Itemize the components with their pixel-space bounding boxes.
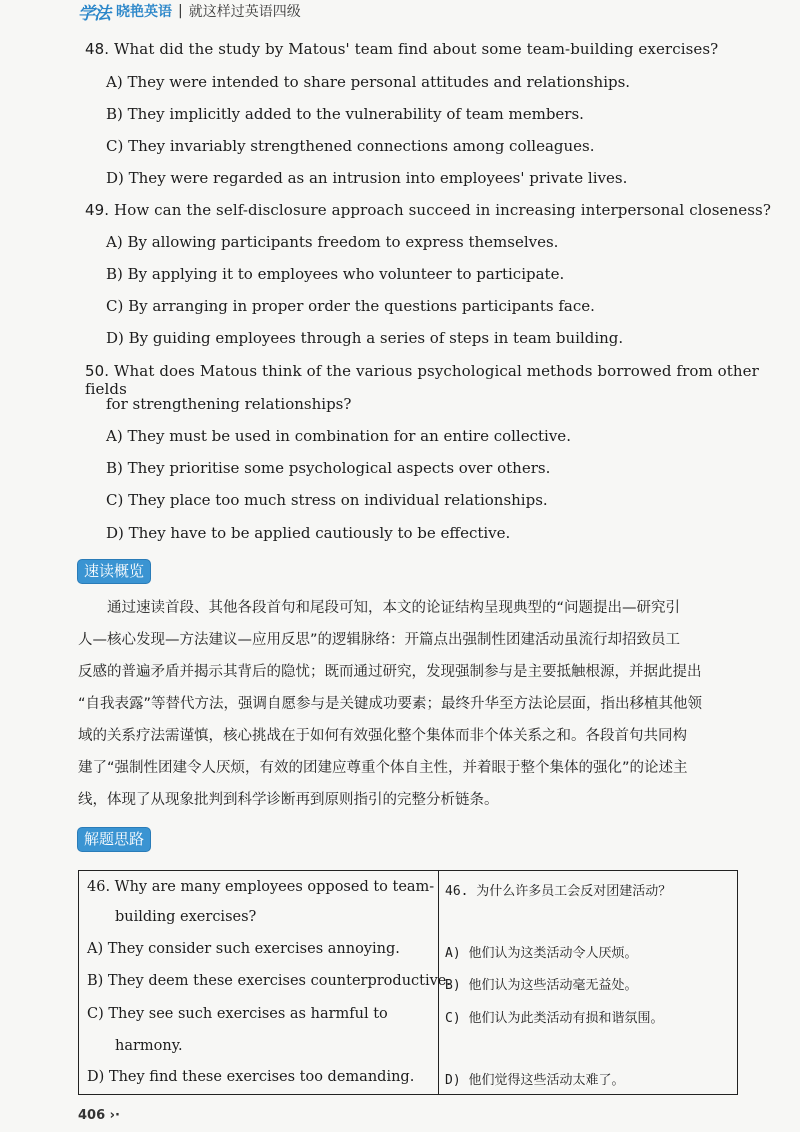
table-option-zh-c: C) 他们认为此类活动有损和谐氛围。 (445, 1011, 664, 1026)
overview-line: 通过速读首段、其他各段首句和尾段可知，本文的论证结构呈现典型的“问题提出—研究引 (78, 600, 681, 616)
option-49-b: B) By applying it to employees who volunteer to participate. (106, 265, 565, 283)
table-option-en-a: A) They consider such exercises annoying. (87, 941, 400, 957)
option-50-d: D) They have to be applied cautiously to be effective. (106, 524, 511, 542)
table-option-zh-b: B) 他们认为这些活动毫无益处。 (445, 978, 638, 993)
option-48-c: C) They invariably strengthened connections among colleagues. (106, 137, 595, 155)
page-number: 406 ›· (78, 1108, 120, 1123)
question-50 (85, 362, 800, 398)
question-48 (85, 40, 718, 58)
table-question-zh: 46. 为什么许多员工会反对团建活动？ (445, 884, 672, 899)
overview-line: 线，体现了从现象批判到科学诊断再到原则指引的完整分析链条。 (78, 792, 499, 808)
question-number: 48. (85, 40, 110, 58)
header-separator: | (178, 3, 183, 19)
overview-line: “自我表露”等替代方法，强调自愿参与是关键成功要素；最终升华至方法论层面，指出移植其他领 (78, 696, 703, 712)
table-option-en-c-line1: C) They see such exercises as harmful to (87, 1006, 388, 1022)
overview-section-tag: 速读概览 (78, 560, 150, 583)
option-48-a: A) They were intended to share personal attitudes and relationships. (106, 73, 631, 91)
overview-line: 反感的普遍矛盾并揭示其背后的隐忧；既而通过研究，发现强制参与是主要抵触根源，并据此提出 (78, 664, 702, 680)
table-option-zh-a: A) 他们认为这类活动令人厌烦。 (445, 946, 638, 961)
option-48-b: B) They implicitly added to the vulnerability of team members. (106, 105, 584, 123)
overview-line: 建了“强制性团建令人厌烦，有效的团建应尊重个体自主性，并着眼于整个集体的强化”的论述主 (78, 760, 688, 776)
page-header (78, 0, 301, 22)
question-50-continuation: for strengthening relationships? (106, 395, 352, 413)
question-49 (85, 201, 771, 219)
table-question-en-line2: building exercises? (115, 909, 257, 925)
question-text: What did the study by Matous' team find about some team-building exercises? (114, 40, 719, 58)
option-50-a: A) They must be used in combination for an entire collective. (106, 427, 571, 445)
overview-paragraph (78, 592, 738, 816)
table-option-zh-d: D) 他们觉得这些活动太难了。 (445, 1073, 625, 1088)
brand-name: 晓艳英语 (116, 4, 172, 20)
question-number: 49. (85, 201, 110, 219)
overview-line: 域的关系疗法需谨慎，核心挑战在于如何有效强化整个集体而非个体关系之和。各段首句共同构 (78, 728, 687, 744)
table-question-en-line1: 46. Why are many employees opposed to team- (87, 879, 435, 895)
option-50-b: B) They prioritise some psychological aspects over others. (106, 459, 551, 477)
table-option-en-c-line2: harmony. (115, 1038, 183, 1054)
table-option-en-b: B) They deem these exercises counterproductive. (87, 973, 451, 989)
overview-line: 人—核心发现—方法建议—应用反思”的逻辑脉络：开篇点出强制性团建活动虽流行却招致员工 (78, 632, 681, 648)
option-49-a: A) By allowing participants freedom to express themselves. (106, 233, 559, 251)
table-option-en-d: D) They find these exercises too demanding. (87, 1069, 415, 1085)
question-number: 50. (85, 362, 110, 380)
question-text: How can the self-disclosure approach succeed in increasing interpersonal closeness? (114, 201, 771, 219)
question-text: What does Matous think of the various psychological methods borrowed from other fields (85, 362, 759, 398)
option-49-c: C) By arranging in proper order the questions participants face. (106, 297, 595, 315)
series-title: 就这样过英语四级 (188, 4, 301, 20)
option-50-c: C) They place too much stress on individual relationships. (106, 491, 548, 509)
option-48-d: D) They were regarded as an intrusion into employees' private lives. (106, 169, 628, 187)
publisher-logo: 学法 (78, 3, 110, 24)
option-49-d: D) By guiding employees through a series of steps in team building. (106, 329, 624, 347)
solution-section-tag: 解题思路 (78, 828, 150, 851)
answer-table (78, 870, 738, 1095)
